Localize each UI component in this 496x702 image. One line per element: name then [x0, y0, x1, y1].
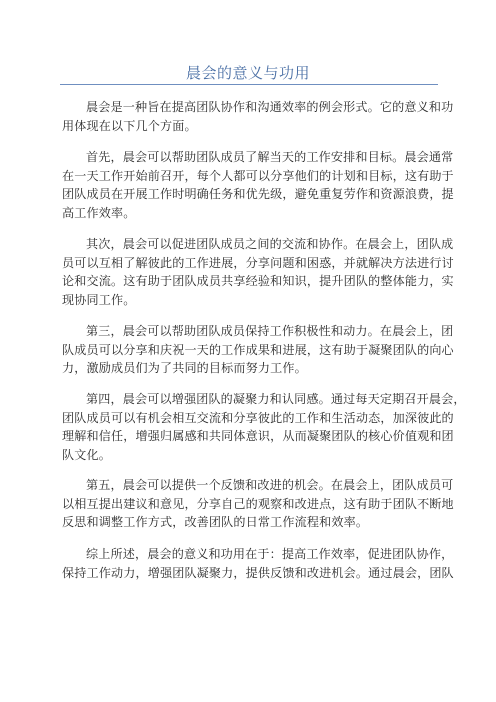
paragraph-line: 综上所述，晨会的意义和功用在于：提高工作效率，促进团队协作， [86, 547, 454, 561]
paragraph-line: 第四，晨会可以增强团队的凝聚力和认同感。通过每天定期召开晨会， [86, 392, 466, 406]
paragraph-first [62, 148, 454, 222]
paragraph-line: 力，激励成员们为了共同的目标而努力工作。 [62, 361, 307, 375]
paragraph-line: 队文化。 [62, 447, 111, 462]
paragraph-line: 其次，晨会可以促进团队成员之间的交流和协作。在晨会上，团队成 [86, 237, 454, 251]
paragraph-fourth [62, 390, 466, 464]
paragraph-line: 高工作效率。 [62, 205, 136, 220]
paragraph-second [62, 235, 454, 309]
paragraph-summary [62, 545, 454, 582]
paragraph-line: 用体现在以下几个方面。 [62, 118, 197, 133]
paragraph-line: 队成员可以分享和庆祝一天的工作成果和进展，这有助于凝聚团队的向心 [62, 342, 454, 357]
paragraph-fifth [62, 476, 454, 532]
paragraph-line: 以相互提出建议和意见，分享自己的观察和改进点，这有助于团队不断地 [62, 496, 454, 511]
paragraph-line: 第三，晨会可以帮助团队成员保持工作积极性和动力。在晨会上，团 [86, 324, 454, 338]
paragraph-line: 晨会是一种旨在提高团队协作和沟通效率的例会形式。它的意义和功 [86, 100, 454, 114]
paragraph-line: 团队成员可以有机会相互交流和分享彼此的工作和生活动态，加深彼此的 [62, 410, 454, 425]
paragraph-intro [62, 98, 454, 135]
paragraph-line: 理解和信任，增强归属感和共同体意识，从而凝聚团队的核心价值观和团 [62, 429, 454, 443]
paragraph-line: 首先，晨会可以帮助团队成员了解当天的工作安排和目标。晨会通常 [86, 150, 454, 164]
paragraph-third [62, 322, 454, 378]
title-underline [60, 84, 438, 85]
paragraph-line: 反思和调整工作方式，改善团队的日常工作流程和效率。 [62, 515, 369, 529]
paragraph-line: 员可以互相了解彼此的工作进展，分享问题和困惑，并就解决方法进行讨 [62, 255, 454, 270]
paragraph-line: 团队成员在开展工作时明确任务和优先级，避免重复劳作和资源浪费，提 [62, 187, 454, 201]
paragraph-line: 论和交流。这有助于团队成员共享经验和知识，提升团队的整体能力，实 [62, 274, 454, 288]
paragraph-line: 现协同工作。 [62, 292, 136, 307]
paragraph-line: 第五，晨会可以提供一个反馈和改进的机会。在晨会上，团队成员可 [86, 478, 454, 492]
document-title: 晨会的意义与功用 [185, 64, 310, 82]
paragraph-line: 保持工作动力，增强团队凝聚力，提供反馈和改进机会。通过晨会，团队 [62, 565, 454, 580]
paragraph-line: 在一天工作开始前召开，每个人都可以分享他们的计划和目标，这有助于 [62, 168, 454, 183]
